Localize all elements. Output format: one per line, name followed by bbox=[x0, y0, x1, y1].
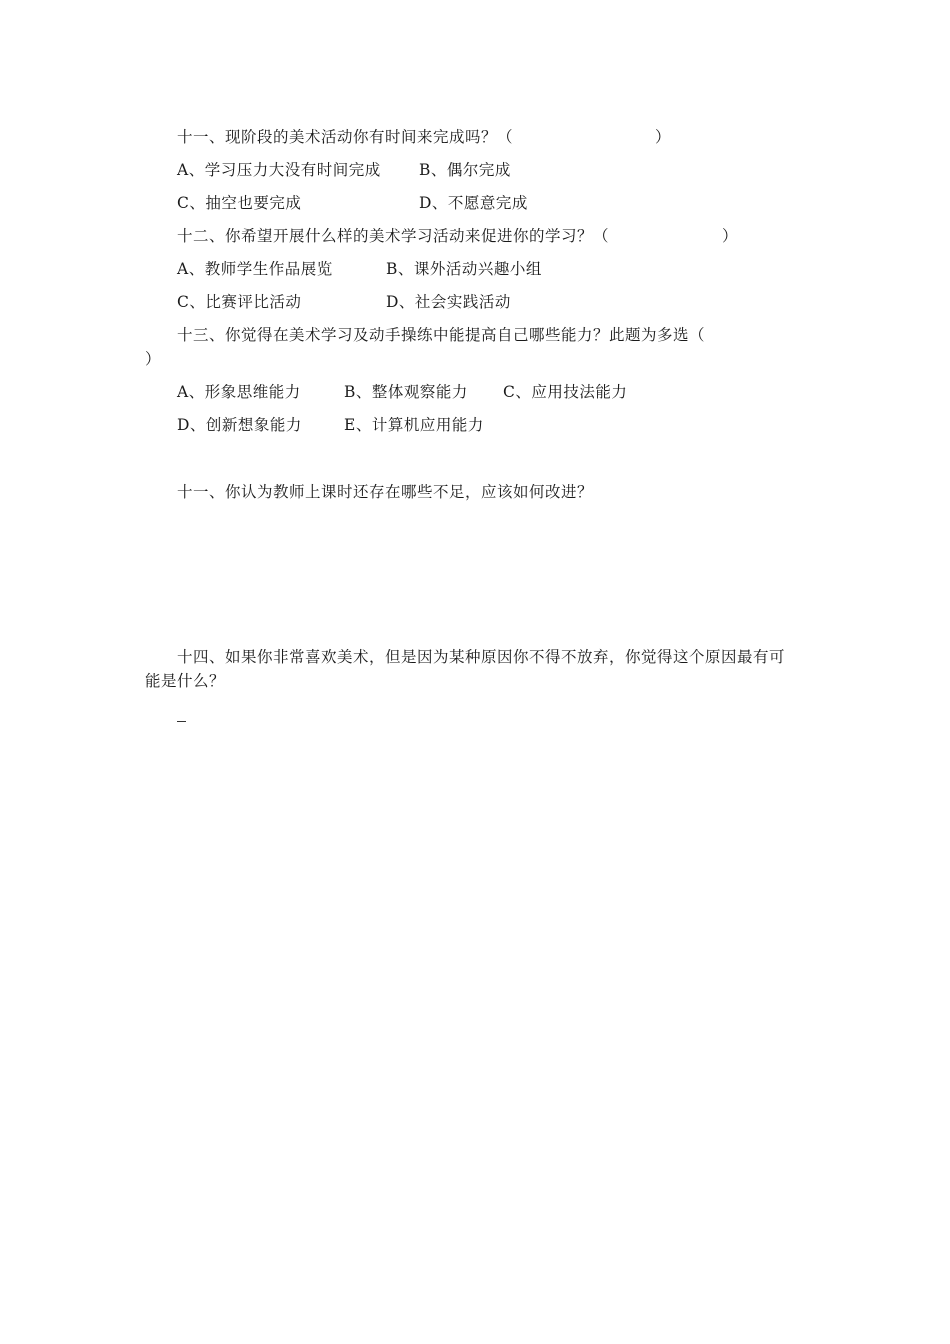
question-11-text: 十一、现阶段的美术活动你有时间来完成吗？（ bbox=[177, 128, 514, 146]
question-12-close-paren: ） bbox=[722, 227, 739, 245]
question-13-text: 十三、你觉得在美术学习及动手操练中能提高自己哪些能力？此题为多选（ bbox=[177, 326, 706, 344]
question-12-text: 十二、你希望开展什么样的美术学习活动来促进你的学习？（ bbox=[177, 227, 610, 245]
question-12-option-d: D、社会实践活动 bbox=[386, 293, 511, 311]
question-12-option-a: A、教师学生作品展览 bbox=[177, 260, 333, 278]
question-13-option-a: A、形象思维能力 bbox=[177, 383, 301, 401]
question-13-option-c: C、应用技法能力 bbox=[503, 383, 628, 401]
question-12-option-b: B、课外活动兴趣小组 bbox=[386, 260, 542, 278]
question-13-option-b: B、整体观察能力 bbox=[344, 383, 468, 401]
question-11-option-b: B、偶尔完成 bbox=[419, 161, 511, 179]
question-13-option-d: D、创新想象能力 bbox=[177, 416, 302, 434]
question-14-line-2: 能是什么？ bbox=[145, 672, 226, 690]
question-11-close-paren: ） bbox=[655, 128, 672, 146]
question-13-close-paren: ） bbox=[145, 350, 162, 368]
question-11-option-d: D、不愿意完成 bbox=[419, 194, 528, 212]
answer-blank-mark bbox=[177, 721, 186, 722]
question-11-option-a: A、学习压力大没有时间完成 bbox=[177, 161, 381, 179]
question-11b-text: 十一、你认为教师上课时还存在哪些不足，应该如何改进？ bbox=[177, 483, 594, 501]
question-14-line-1: 十四、如果你非常喜欢美术，但是因为某种原因你不得不放弃，你觉得这个原因最有可 bbox=[177, 648, 786, 666]
question-12-option-c: C、比赛评比活动 bbox=[177, 293, 302, 311]
question-11-option-c: C、抽空也要完成 bbox=[177, 194, 302, 212]
question-13-option-e: E、计算机应用能力 bbox=[344, 416, 484, 434]
